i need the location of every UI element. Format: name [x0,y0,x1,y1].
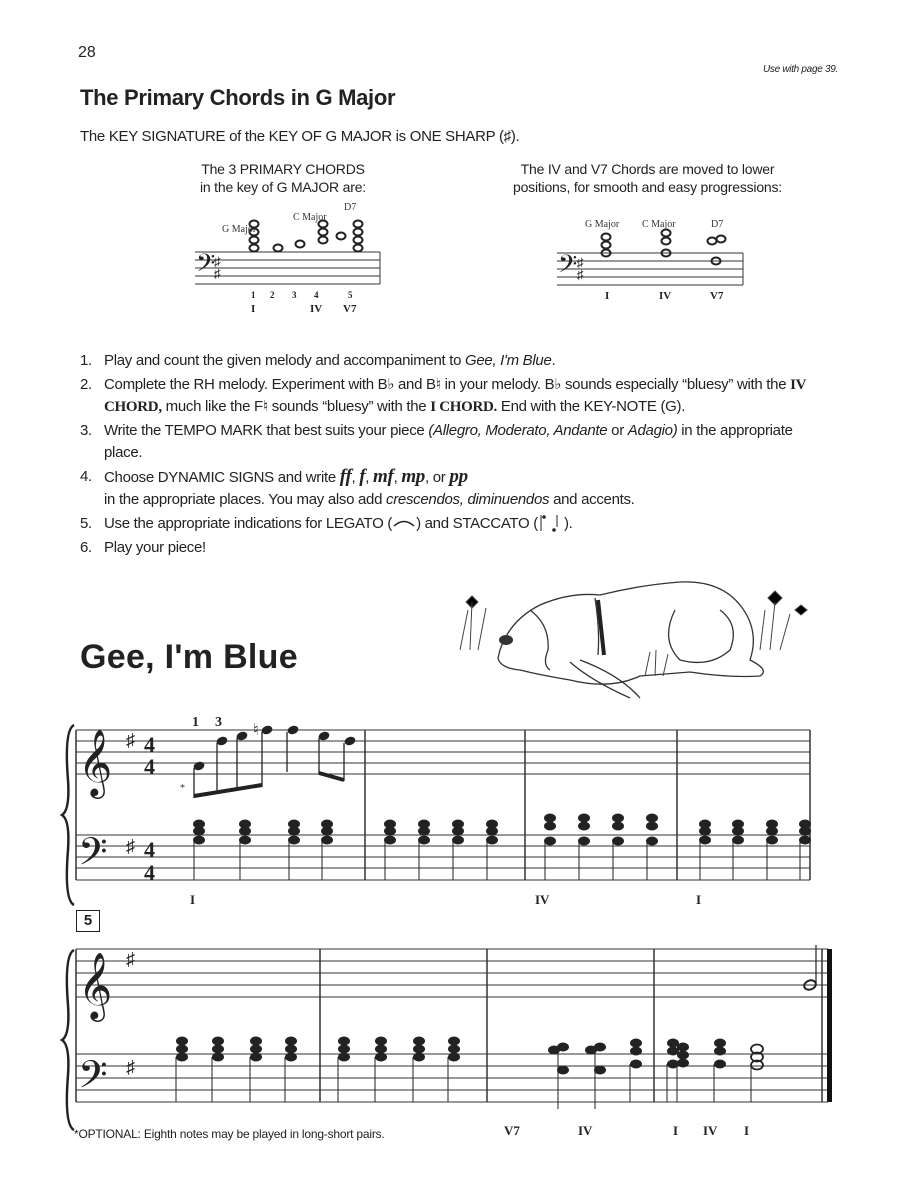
step-1: 1. Play and count the given melody and accompaniment to Gee, I'm Blue. [80,352,556,369]
brace-icon [62,725,74,905]
sharp-icon: ♯ [126,949,135,969]
final-barline [827,949,832,1102]
fingering-number: 3 [215,715,222,730]
page-title: The Primary Chords in G Major [80,85,396,110]
optional-asterisk-icon: * [180,783,185,794]
bass-clef-icon: 𝄢 [78,831,108,882]
svg-text:♯: ♯ [214,266,221,281]
bass-clef-icon: 𝄢 [558,251,578,284]
primary-chords-staff [190,198,390,318]
caption-line: The IV and V7 Chords are moved to lower [520,161,775,177]
step-3: 3. Write the TEMPO MARK that best suits your piece (Allegro, Moderato, Andante or Adagio) in the appropriate place. [80,422,793,461]
instruction-list [80,350,830,561]
svg-text:4: 4 [144,837,155,862]
roman-numeral: I [190,892,196,907]
roman-numeral: IV [703,1123,718,1138]
sharp-icon: ♯ [577,255,584,270]
chord-label: G Major [585,219,620,230]
fingering-number: 1 [192,715,199,730]
svg-text:3: 3 [292,290,297,300]
svg-text:4: 4 [144,754,155,779]
brace-icon [62,950,74,1130]
svg-text:I: I [605,290,610,302]
sharp-icon: ♯ [126,1057,135,1077]
chord-label: C Major [642,219,676,230]
chord-label: G Major [222,224,257,235]
score-system-2 [60,935,850,1155]
time-signature [144,732,155,885]
step-5: 5. Use the appropriate indications for LEGATO ( ) and STACCATO ( ). [80,515,573,532]
step-6: 6. Play your piece! [80,539,206,556]
caption-line: positions, for smooth and easy progressions: [512,179,782,195]
svg-text:V7: V7 [710,290,724,302]
chord-label: C Major [293,212,327,223]
natural-icon: ♮ [253,722,259,739]
svg-text:5: 5 [348,290,353,300]
svg-text:IV: IV [310,303,323,315]
step-4: 4. Choose DYNAMIC SIGNS and write ff, f, mf, mp, or pp in the appropriate places. You may also add crescendos, diminuendos and accents. [80,466,635,508]
step-2: 2. Complete the RH melody. Experiment with B♭ and B♮ in your melody. B♭ sounds especially “bluesy” with the IV CHORD, much like the F♮ sounds “bluesy” with the I CHORD. End with the KEY-NOTE (G). [80,376,806,415]
chord-label: D7 [711,219,724,230]
bass-clef-icon: 𝄢 [78,1054,108,1105]
roman-numeral: I [696,892,702,907]
primary-chords-caption [178,160,388,196]
key-signature-text: The KEY SIGNATURE of the KEY OF G MAJOR is ONE SHARP (♯). [80,128,520,145]
bass-chords [193,814,811,846]
bass-clef-icon: 𝄢 [196,250,216,283]
roman-numeral: I [673,1123,679,1138]
lower-positions-caption [480,160,815,196]
song-title: Gee, I'm Blue [80,638,298,676]
dog-nose-icon [499,635,513,645]
use-with-note: Use with page 39. [763,64,838,75]
treble-clef-icon: 𝄞 [78,953,113,1018]
svg-text:4: 4 [314,290,319,300]
measure-number-box: 5 [76,910,100,932]
roman-numeral: V7 [504,1123,520,1138]
sharp-icon: ♯ [126,730,135,750]
score-system-1 [60,700,850,920]
lower-positions-staff [555,215,755,315]
roman-numeral: I [744,1123,750,1138]
page-number: 28 [78,44,96,61]
svg-text:I: I [251,303,256,315]
footnote: *OPTIONAL: Eighth notes may be played in long-short pairs. [74,1127,385,1141]
svg-text:2: 2 [270,290,275,300]
svg-text:IV: IV [659,290,672,302]
caption-line: The 3 PRIMARY CHORDS [201,161,365,177]
roman-numeral: IV [578,1123,593,1138]
caption-line: in the key of G MAJOR are: [200,179,366,195]
roman-numeral: IV [535,892,550,907]
sleeping-dog-illustration [430,580,830,700]
chord-label: D7 [344,202,357,213]
sharp-icon: ♯ [214,254,221,269]
treble-clef-icon: 𝄞 [78,730,113,795]
svg-text:4: 4 [144,732,155,757]
svg-text:V7: V7 [343,303,357,315]
sharp-icon: ♯ [126,836,135,856]
svg-text:4: 4 [144,860,155,885]
staccato-notes-icon [538,513,564,533]
svg-text:♯: ♯ [577,267,584,282]
svg-text:1: 1 [251,290,256,300]
legato-slur-icon [392,516,416,528]
